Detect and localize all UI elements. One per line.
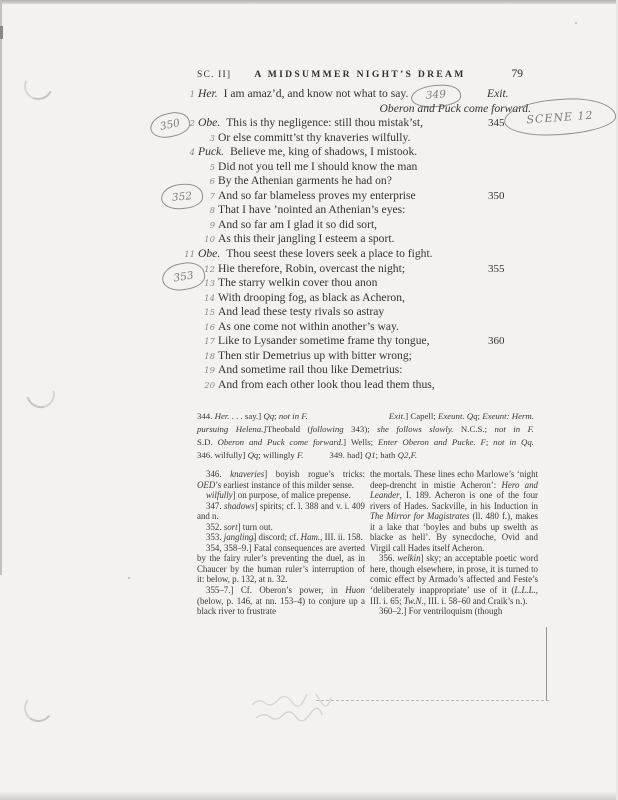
collation-entry bbox=[197, 450, 303, 460]
text: 355–7.] Cf. Oberon’s power, in bbox=[206, 585, 346, 596]
printed-line-number: 345 bbox=[488, 117, 505, 130]
verse-text: Or else committ’st thy knaveries wilfully. bbox=[218, 130, 411, 144]
handwritten-line-number: 3 bbox=[209, 133, 215, 144]
handwritten-line-number: 19 bbox=[204, 366, 215, 377]
commentary-paragraph bbox=[197, 522, 365, 533]
italic-text: shadows bbox=[223, 500, 255, 511]
italic-text: Exit. bbox=[388, 411, 406, 421]
verse-text: By the Athenian garments he had on? bbox=[218, 174, 392, 188]
italic-text: Enter Oberon and Pucke. F bbox=[377, 436, 486, 447]
verse-line bbox=[0, 189, 618, 204]
running-header bbox=[197, 69, 523, 83]
italic-text: Qq bbox=[247, 449, 259, 460]
page-corner-shadow-vertical bbox=[546, 627, 547, 701]
handwritten-line-number: 18 bbox=[204, 351, 215, 362]
verse-line bbox=[0, 276, 618, 291]
commentary-column-right bbox=[370, 469, 538, 617]
text: 344. bbox=[197, 411, 215, 421]
dust-speck bbox=[575, 22, 577, 24]
verse-line bbox=[0, 378, 618, 393]
collation-line bbox=[197, 449, 534, 462]
handwritten-line-number: 2 bbox=[189, 119, 195, 130]
verse-line bbox=[0, 232, 618, 247]
italic-text: Ham. bbox=[300, 532, 321, 543]
collation-line bbox=[197, 410, 534, 423]
text: ; hath bbox=[375, 449, 398, 460]
verse-line bbox=[0, 160, 618, 175]
text: Theobald ( bbox=[266, 423, 311, 434]
printed-line-number: 355 bbox=[488, 262, 505, 275]
handwritten-line-number: 14 bbox=[204, 293, 215, 304]
text: 346. bbox=[206, 469, 231, 479]
text: ] Capell; bbox=[405, 411, 438, 421]
italic-text: Hero and Leander bbox=[370, 479, 538, 501]
handwritten-line-number: 15 bbox=[204, 308, 215, 319]
text: (below, p. 146, at nn. 153–4) to conjure up a black river to frustrate bbox=[197, 595, 365, 617]
handwritten-line-number: 8 bbox=[209, 206, 215, 217]
italic-text: sort bbox=[223, 521, 238, 532]
italic-text: not in Qq. bbox=[493, 436, 534, 447]
printed-line-number: 350 bbox=[488, 189, 505, 202]
text: ] discord; cf. bbox=[253, 532, 301, 543]
italic-text: pursuing Helena.] bbox=[197, 423, 267, 434]
text: the mortals. These lines echo Marlowe’s ‘night deep-drencht in mistie Acheron’: bbox=[370, 469, 538, 490]
italic-text: Her. bbox=[214, 411, 230, 421]
commentary-paragraph bbox=[197, 490, 365, 501]
text: 349. had] bbox=[329, 449, 365, 460]
commentary-paragraph bbox=[197, 532, 365, 543]
printed-line-number: 360 bbox=[488, 335, 505, 348]
verse-line bbox=[0, 363, 618, 378]
handwritten-circled-number: 349 bbox=[410, 83, 461, 108]
collation-notes bbox=[197, 410, 534, 462]
scene-reference: SC. II] bbox=[197, 70, 232, 80]
verse-text: That I have ’nointed an Athenian’s eyes: bbox=[218, 203, 406, 217]
collation-entry bbox=[389, 410, 534, 423]
text: ] turn out. bbox=[237, 521, 273, 532]
text: ] Wells; bbox=[343, 436, 378, 447]
handwritten-scene-note-label: SCENE 12 bbox=[526, 108, 594, 126]
verse-line bbox=[0, 218, 618, 233]
text: ] spirits; cf. l. 388 and v. i. 409 and n. bbox=[197, 500, 365, 522]
verse-text: As one come not within another’s way. bbox=[218, 319, 399, 333]
verse-line bbox=[0, 247, 618, 262]
verse-text: And lead these testy rivals so astray bbox=[218, 305, 385, 319]
verse-text: And sometime rail thou like Demetrius: bbox=[218, 363, 403, 377]
handwritten-line-number: 12 bbox=[204, 264, 215, 275]
text: ’s earliest instance of this milder sense. bbox=[215, 479, 355, 490]
text: ; bbox=[274, 411, 279, 421]
text: 352. bbox=[206, 521, 224, 532]
italic-text: Oberon and Puck come forward. bbox=[217, 436, 344, 447]
verse-text: As this their jangling I esteem a sport. bbox=[218, 232, 395, 246]
text: 360–2.] For ventriloquism (though bbox=[379, 606, 503, 617]
handwritten-line-number: 10 bbox=[204, 235, 215, 246]
verse-line bbox=[0, 305, 618, 320]
italic-text: Huon bbox=[345, 585, 365, 596]
commentary-paragraph bbox=[197, 469, 365, 490]
verse-text: Then stir Demetrius up with bitter wrong; bbox=[218, 348, 412, 362]
collation-line bbox=[197, 423, 534, 436]
text: 356. bbox=[379, 553, 398, 564]
italic-text: following bbox=[310, 423, 344, 434]
commentary-paragraph bbox=[370, 469, 538, 553]
handwritten-line-number: 11 bbox=[184, 250, 195, 261]
italic-text: F. bbox=[296, 449, 304, 460]
text: , III. i. 58–60 and Craik’s n.). bbox=[423, 595, 528, 606]
collation-line bbox=[197, 436, 534, 449]
page-number: 79 bbox=[511, 68, 523, 80]
verse-text: And from each other look thou lead them thus, bbox=[218, 377, 435, 391]
exit-direction: Exit. bbox=[487, 87, 509, 100]
text: S.D. bbox=[197, 436, 218, 447]
dust-speck bbox=[128, 577, 130, 579]
text: ; bbox=[477, 411, 483, 421]
text: 346. wilfully] bbox=[197, 449, 248, 460]
speaker-prefix: Puck. bbox=[198, 145, 225, 159]
italic-text: Exeunt. Qq bbox=[437, 411, 478, 421]
italic-text: welkin bbox=[397, 553, 421, 564]
page-corner-shadow-dashed bbox=[316, 700, 549, 701]
speaker-prefix: Obe. bbox=[198, 247, 221, 261]
text: N.C.S.; bbox=[453, 423, 495, 434]
collation-entry bbox=[329, 450, 417, 460]
verse-text: The starry welkin cover thou anon bbox=[218, 276, 378, 290]
italic-text: not in F. bbox=[494, 423, 535, 434]
text: ] on purpose, of malice prepense. bbox=[232, 490, 351, 501]
handwritten-line-number: 20 bbox=[204, 380, 215, 391]
text: , III. i. 65; bbox=[370, 585, 538, 606]
italic-text: The Mirror for Magistrates bbox=[370, 511, 470, 522]
text: 353. bbox=[206, 532, 224, 543]
verse-text: And so far am I glad it so did sort, bbox=[218, 217, 378, 231]
verse-line bbox=[0, 262, 618, 277]
commentary-paragraph bbox=[197, 543, 365, 585]
text: ; bbox=[485, 436, 494, 447]
collation-entry bbox=[197, 410, 308, 423]
text: 347. bbox=[206, 500, 224, 511]
handwritten-line-number: 13 bbox=[204, 279, 215, 290]
italic-text: Exeunt: Herm. bbox=[482, 411, 534, 421]
circled-number-label: 352 bbox=[171, 189, 193, 204]
text: , III. ii. 158. bbox=[320, 532, 363, 543]
verse-line bbox=[0, 174, 618, 189]
commentary-column-left bbox=[197, 469, 365, 617]
italic-text: knaveries bbox=[230, 469, 265, 479]
text: ] sky; an acceptable poetic word here, though elsewhere, in prose, it is turned to comic effect by Armado’s affected and Feste’s ‘deliberately inappropriate’ use of it ( bbox=[370, 553, 539, 596]
scan-edge-notch bbox=[0, 26, 3, 39]
scan-edge-top bbox=[0, 0, 618, 4]
commentary-paragraph bbox=[197, 501, 365, 522]
stage-direction-line bbox=[0, 102, 531, 117]
handwritten-line-number: 4 bbox=[189, 148, 195, 159]
text: 343); bbox=[343, 423, 378, 434]
handwritten-line-number: 16 bbox=[204, 322, 215, 333]
verse-text: Believe me, king of shadows, I mistook. bbox=[230, 145, 418, 159]
verse-text: Like to Lysander sometime frame thy tongue, bbox=[218, 334, 430, 348]
verse-text: Thou seest these lovers seek a place to fight. bbox=[226, 247, 433, 261]
hole-punch bbox=[22, 692, 55, 724]
handwritten-line-number: 1 bbox=[189, 90, 195, 100]
page-title: A MIDSUMMER NIGHT’S DREAM bbox=[254, 69, 466, 80]
text: ; willingly bbox=[258, 449, 297, 460]
italic-text: jangling bbox=[223, 532, 254, 543]
handwritten-line-number: 6 bbox=[209, 177, 215, 188]
faint-pencil-note bbox=[246, 694, 346, 728]
verse-text: Did not you tell me I should know the man bbox=[218, 159, 418, 173]
commentary-paragraph bbox=[370, 553, 538, 606]
italic-text: Q1 bbox=[364, 449, 376, 460]
verse-line bbox=[0, 291, 618, 306]
italic-text: Tw.N. bbox=[403, 595, 424, 606]
verse-text: With drooping fog, as black as Acheron, bbox=[218, 290, 405, 304]
verse-line bbox=[0, 145, 618, 160]
handwritten-line-number: 5 bbox=[209, 162, 215, 173]
handwritten-line-number: 7 bbox=[209, 191, 215, 202]
text: ] boyish rogue’s tricks: bbox=[264, 469, 366, 479]
italic-text: Qq bbox=[263, 411, 275, 421]
italic-text: she follows slowly. bbox=[377, 423, 454, 434]
verse-line bbox=[0, 320, 618, 335]
italic-text: Q2,F. bbox=[397, 449, 418, 460]
verse-line bbox=[0, 87, 618, 102]
italic-text: OED bbox=[197, 479, 216, 490]
italic-text: not in F. bbox=[278, 411, 308, 421]
scan-edge-bottom bbox=[0, 792, 618, 800]
verse-text: And so far blameless proves my enterprise bbox=[218, 188, 416, 202]
commentary-paragraph bbox=[370, 606, 538, 617]
verse-text: I am amaz’d, and know not what to say. bbox=[223, 87, 409, 100]
commentary-paragraph bbox=[197, 585, 365, 617]
handwritten-line-number: 17 bbox=[204, 337, 215, 348]
handwritten-line-number: 9 bbox=[209, 220, 215, 231]
verse-line bbox=[0, 203, 618, 218]
speaker-prefix: Obe. bbox=[198, 116, 221, 130]
italic-text: L.L.L. bbox=[514, 585, 536, 596]
italic-text: wilfully bbox=[206, 490, 233, 501]
text: , I. 189. Acheron is one of the four rivers of Hades. Sackville, in his Induction in bbox=[370, 490, 538, 511]
text: . . . say.] bbox=[229, 411, 264, 421]
speaker-prefix: Her. bbox=[198, 87, 218, 100]
verse-line bbox=[0, 349, 618, 364]
verse-text: This is thy negligence: still thou mistak’st, bbox=[226, 116, 423, 130]
verse-text: Hie therefore, Robin, overcast the night; bbox=[218, 261, 406, 275]
circled-number-label: 353 bbox=[172, 269, 195, 284]
verse-line bbox=[0, 334, 618, 349]
text: (ll. 480 f.), makes it a lake that ‘boyles and bubs up swelth as blacke as hell’. By synecdoche, Ovid and Virgil call Hades itself Acheron. bbox=[370, 511, 538, 553]
stage-direction-text: Oberon and Puck come forward. bbox=[379, 101, 531, 115]
circled-number-label: 350 bbox=[158, 117, 182, 133]
text: 354, 358–9.] Fatal consequences are averted by the fairy ruler’s preventing the duel, as in Chaucer by the human ruler’s interruption of it: below, p. 132, at n. 32. bbox=[197, 542, 365, 585]
